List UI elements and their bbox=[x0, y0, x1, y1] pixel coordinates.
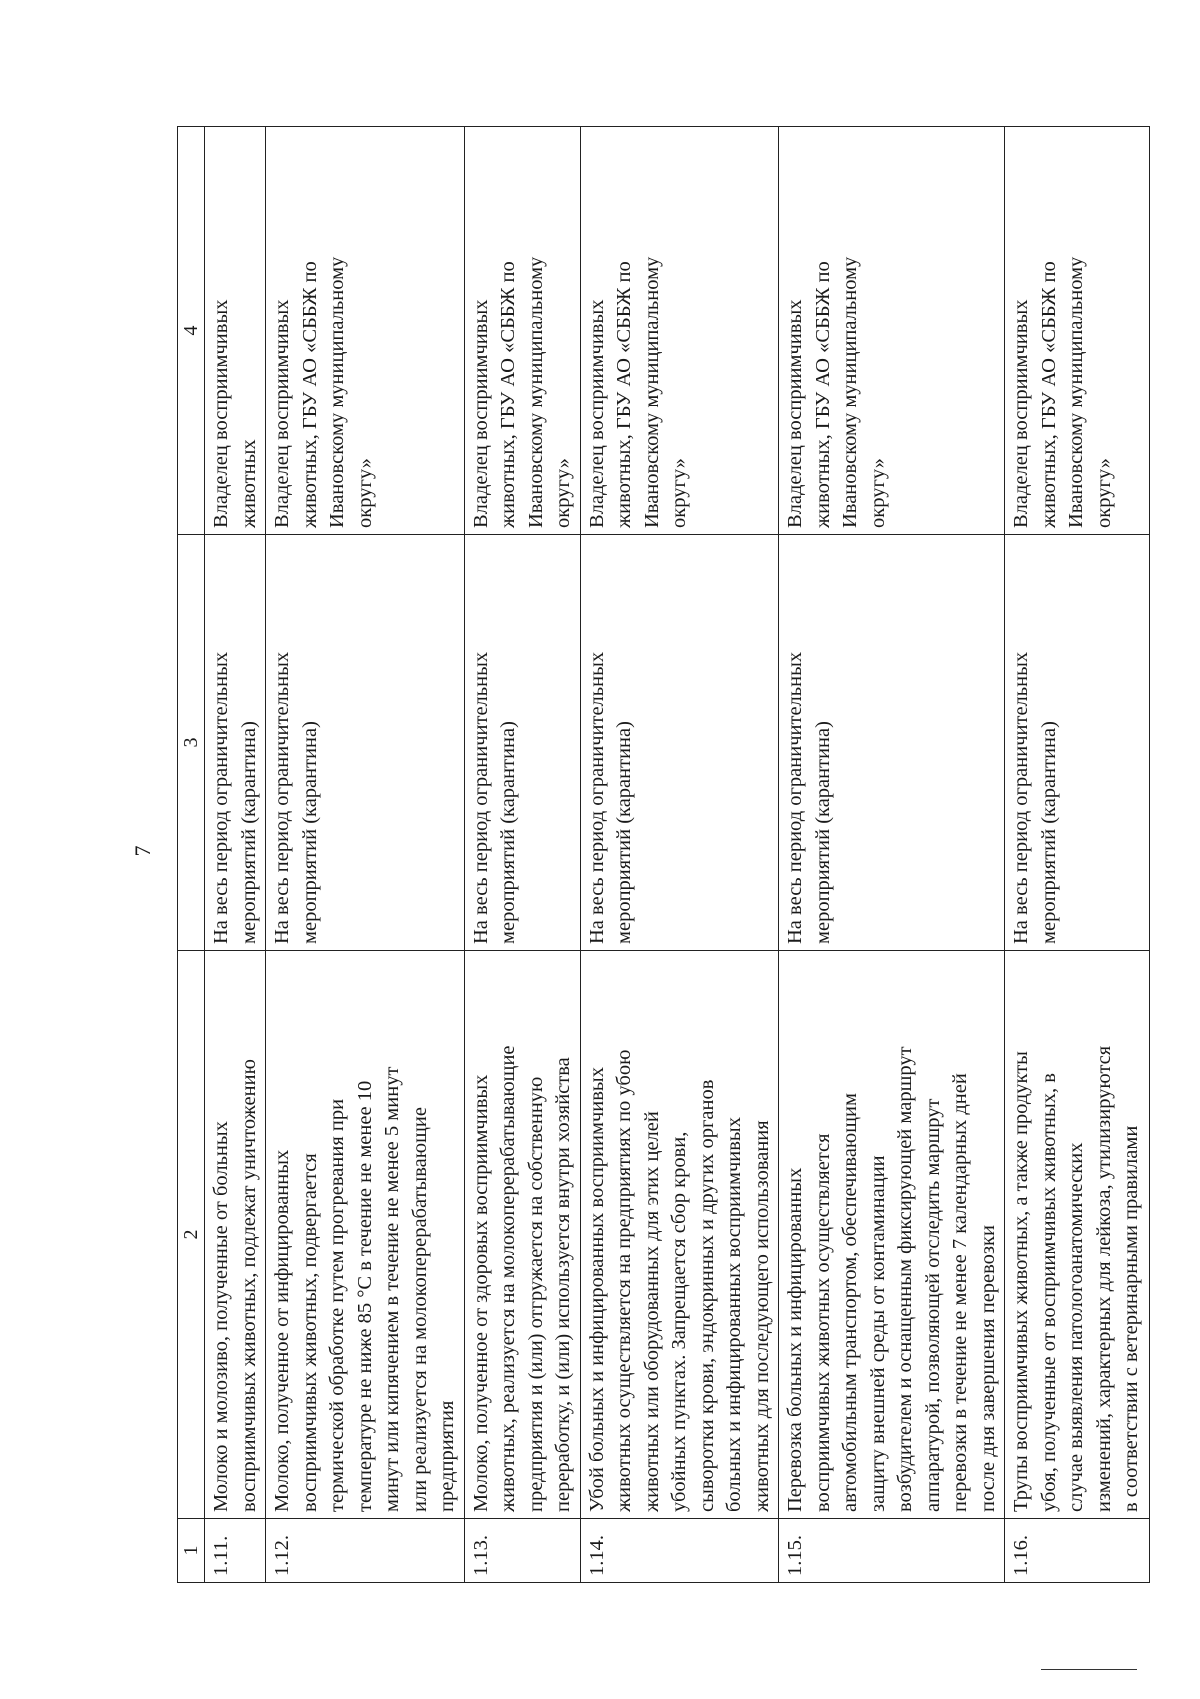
measure-responsible: Владелец восприимчивых животных, ГБУ АО «СББЖ по Ивановскому муниципальному округу» bbox=[464, 127, 580, 535]
measure-responsible: Владелец восприимчивых животных, ГБУ АО «СББЖ по Ивановскому муниципальному округу» bbox=[580, 127, 779, 535]
measure-description: Молоко, полученное от здоровых восприимчивых животных, реализуется на молокоперерабатывающие предприятия и (или) отгружается на собственную переработку, и (или) используется внутри хозяйства bbox=[464, 951, 580, 1519]
row-number: 1.11. bbox=[205, 1519, 266, 1583]
measure-period: На весь период ограничительных мероприятий (карантина) bbox=[580, 535, 779, 951]
measure-period: На весь период ограничительных мероприятий (карантина) bbox=[266, 535, 465, 951]
table-row bbox=[779, 127, 1005, 1583]
header-cell-3: 3 bbox=[178, 535, 205, 951]
table-row bbox=[1005, 127, 1150, 1583]
header-cell-4: 4 bbox=[178, 127, 205, 535]
table-header-row bbox=[178, 127, 205, 1583]
measure-description: Молоко, полученное от инфицированных восприимчивых животных, подвергается термической обработке путем прогревания при температуре не ниже 85 °С в течение не менее 10 минут или кипячением в течение не менее 5 минут или реализуется на молокоперерабатывающие предприятия bbox=[266, 951, 465, 1519]
measure-responsible: Владелец восприимчивых животных, ГБУ АО «СББЖ по Ивановскому муниципальному округу» bbox=[266, 127, 465, 535]
measures-table bbox=[177, 126, 1150, 1583]
page-number: 7 bbox=[130, 845, 155, 857]
measure-responsible: Владелец восприимчивых животных, ГБУ АО «СББЖ по Ивановскому муниципальному округу» bbox=[779, 127, 1005, 535]
measure-responsible: Владелец восприимчивых животных, ГБУ АО «СББЖ по Ивановскому муниципальному округу» bbox=[1005, 127, 1150, 535]
header-cell-1: 1 bbox=[178, 1519, 205, 1583]
row-number: 1.14. bbox=[580, 1519, 779, 1583]
header-cell-2: 2 bbox=[178, 951, 205, 1519]
measure-description: Трупы восприимчивых животных, а также продукты убоя, полученные от восприимчивых животных, в случае выявления патологоанатомических изменений, характерных для лейкоза, утилизируются в соответствии с ветеринарными правилами bbox=[1005, 951, 1150, 1519]
row-number: 1.16. bbox=[1005, 1519, 1150, 1583]
row-number: 1.15. bbox=[779, 1519, 1005, 1583]
table-row bbox=[464, 127, 580, 1583]
footer-divider bbox=[1041, 1669, 1137, 1670]
measure-period: На весь период ограничительных мероприятий (карантина) bbox=[1005, 535, 1150, 951]
table-row bbox=[205, 127, 266, 1583]
measure-period: На весь период ограничительных мероприятий (карантина) bbox=[779, 535, 1005, 951]
table-row bbox=[580, 127, 779, 1583]
measure-period: На весь период ограничительных мероприятий (карантина) bbox=[205, 535, 266, 951]
measure-description: Перевозка больных и инфицированных восприимчивых животных осуществляется автомобильным транспортом, обеспечивающим защиту внешней среды от контаминации возбудителем и оснащенным фиксирующей маршрут аппаратурой, позволяющей отследить маршрут перевозки в течение не менее 7 календарных дней после дня завершения перевозки bbox=[779, 951, 1005, 1519]
row-number: 1.13. bbox=[464, 1519, 580, 1583]
measure-period: На весь период ограничительных мероприятий (карантина) bbox=[464, 535, 580, 951]
measure-description: Убой больных и инфицированных восприимчивых животных осуществляется на предприятиях по убою животных или оборудованных для этих целей убойных пунктах. Запрещается сбор крови, сыворотки крови, эндокринных и других органов больных и инфицированных восприимчивых животных для последующего использования bbox=[580, 951, 779, 1519]
table-container bbox=[177, 127, 1142, 1583]
row-number: 1.12. bbox=[266, 1519, 465, 1583]
table-row bbox=[266, 127, 465, 1583]
measure-responsible: Владелец восприимчивых животных bbox=[205, 127, 266, 535]
measure-description: Молоко и молозиво, полученные от больных восприимчивых животных, подлежат уничтожению bbox=[205, 951, 266, 1519]
